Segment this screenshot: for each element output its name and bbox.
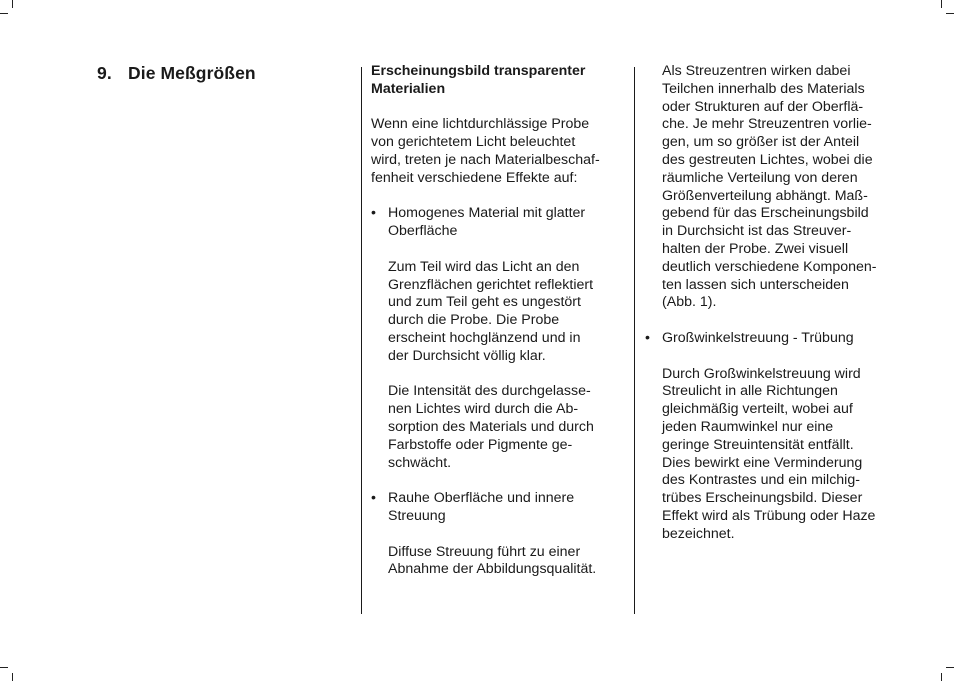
text-line: der Durchsicht völlig klar.	[388, 347, 546, 364]
text-line: Zum Teil wird das Licht an den	[388, 258, 580, 275]
crop-mark	[0, 667, 8, 668]
column-divider	[634, 67, 635, 614]
text-line: oder Strukturen auf der Oberflä-	[662, 98, 864, 115]
bullet-marker: •	[371, 205, 376, 222]
section-number: 9.	[97, 63, 112, 83]
text-line: Größenverteilung abhängt. Maß-	[662, 187, 868, 204]
text-line: Streuung	[388, 507, 446, 524]
text-column-1	[371, 63, 621, 579]
text-line: in Durchsicht ist das Streuver-	[662, 223, 852, 240]
text-line: Effekt wird als Trübung oder Haze	[662, 507, 876, 524]
paragraph	[371, 544, 621, 580]
text-line: Oberfläche	[388, 223, 458, 240]
text-line: schwächt.	[388, 454, 452, 471]
bullet-item	[645, 330, 902, 348]
text-line: Abnahme der Abbildungsqualität.	[388, 561, 597, 578]
text-line: nen Lichtes wird durch die Ab-	[388, 401, 579, 418]
text-column-2	[645, 63, 902, 544]
text-line: Rauhe Oberfläche und innere	[388, 490, 575, 507]
text-line: räumliche Verteilung von deren	[662, 169, 858, 186]
crop-mark	[12, 0, 13, 8]
paragraph	[662, 63, 902, 312]
text-line: wird, treten je nach Materialbeschaf-	[371, 151, 600, 168]
text-line: Dies bewirkt eine Verminderung	[662, 454, 863, 471]
text-line: erscheint hochglänzend und in	[388, 329, 581, 346]
text-line: des gestreuten Lichtes, wobei die	[662, 151, 873, 168]
text-line: des Kontrastes und ein milchig-	[662, 472, 860, 489]
text-line: trübes Erscheinungsbild. Dieser	[662, 490, 863, 507]
subheading	[371, 63, 621, 99]
intro-paragraph	[371, 116, 621, 187]
text-line: Streulicht in alle Richtungen	[662, 383, 838, 400]
text-line: gen, um so größer ist der Anteil	[662, 134, 860, 151]
paragraph	[371, 259, 621, 366]
text-line: gebend für das Erscheinungsbild	[662, 205, 869, 222]
text-line: von gerichtetem Licht beleuchtet	[371, 134, 576, 151]
text-line: Homogenes Material mit glatter	[388, 205, 586, 222]
text-line: Grenzflächen gerichtet reflektiert	[388, 276, 594, 293]
crop-mark	[946, 667, 954, 668]
text-line: Als Streuzentren wirken dabei	[662, 63, 851, 79]
bullet-item	[371, 490, 621, 526]
bullet-marker: •	[371, 490, 376, 507]
text-line: Großwinkelstreuung - Trübung	[662, 329, 854, 346]
section-heading	[97, 63, 256, 84]
text-line: Diffuse Streuung führt zu einer	[388, 543, 581, 560]
text-line: geringe Streuintensität entfällt.	[662, 436, 854, 453]
text-line: halten der Probe. Zwei visuell	[662, 240, 849, 257]
text-line: gleichmäßig verteilt, wobei auf	[662, 401, 853, 418]
crop-mark	[0, 13, 8, 14]
text-line: fenheit verschiedene Effekte auf:	[371, 169, 578, 186]
text-line: Durch Großwinkelstreuung wird	[662, 365, 861, 382]
text-line: Die Intensität des durchgelasse-	[388, 383, 591, 400]
crop-mark	[941, 673, 942, 681]
paragraph	[371, 383, 621, 472]
text-line: Wenn eine lichtdurchlässige Probe	[371, 116, 590, 133]
section-title: Die Meßgrößen	[128, 63, 256, 83]
text-line: (Abb. 1).	[662, 294, 717, 311]
subheading-line: Materialien	[371, 80, 446, 97]
crop-mark	[12, 673, 13, 681]
bullet-item	[371, 205, 621, 241]
subheading-line: Erscheinungsbild transparenter	[371, 63, 586, 79]
bullet-marker: •	[645, 329, 650, 346]
text-line: deutlich verschiedene Komponen-	[662, 258, 877, 275]
text-line: durch die Probe. Die Probe	[388, 312, 560, 329]
paragraph	[662, 366, 902, 544]
text-line: sorption des Materials und durch	[388, 418, 594, 435]
column-divider	[361, 67, 362, 614]
text-line: Farbstoffe oder Pigmente ge-	[388, 436, 573, 453]
crop-mark	[941, 0, 942, 8]
text-line: Teilchen innerhalb des Materials	[662, 80, 865, 97]
text-line: jeden Raumwinkel nur eine	[662, 418, 834, 435]
text-line: che. Je mehr Streuzentren vorlie-	[662, 116, 872, 133]
text-line: bezeichnet.	[662, 525, 735, 542]
text-line: ten lassen sich unterscheiden	[662, 276, 849, 293]
text-line: und zum Teil geht es ungestört	[388, 294, 581, 311]
crop-mark	[946, 13, 954, 14]
